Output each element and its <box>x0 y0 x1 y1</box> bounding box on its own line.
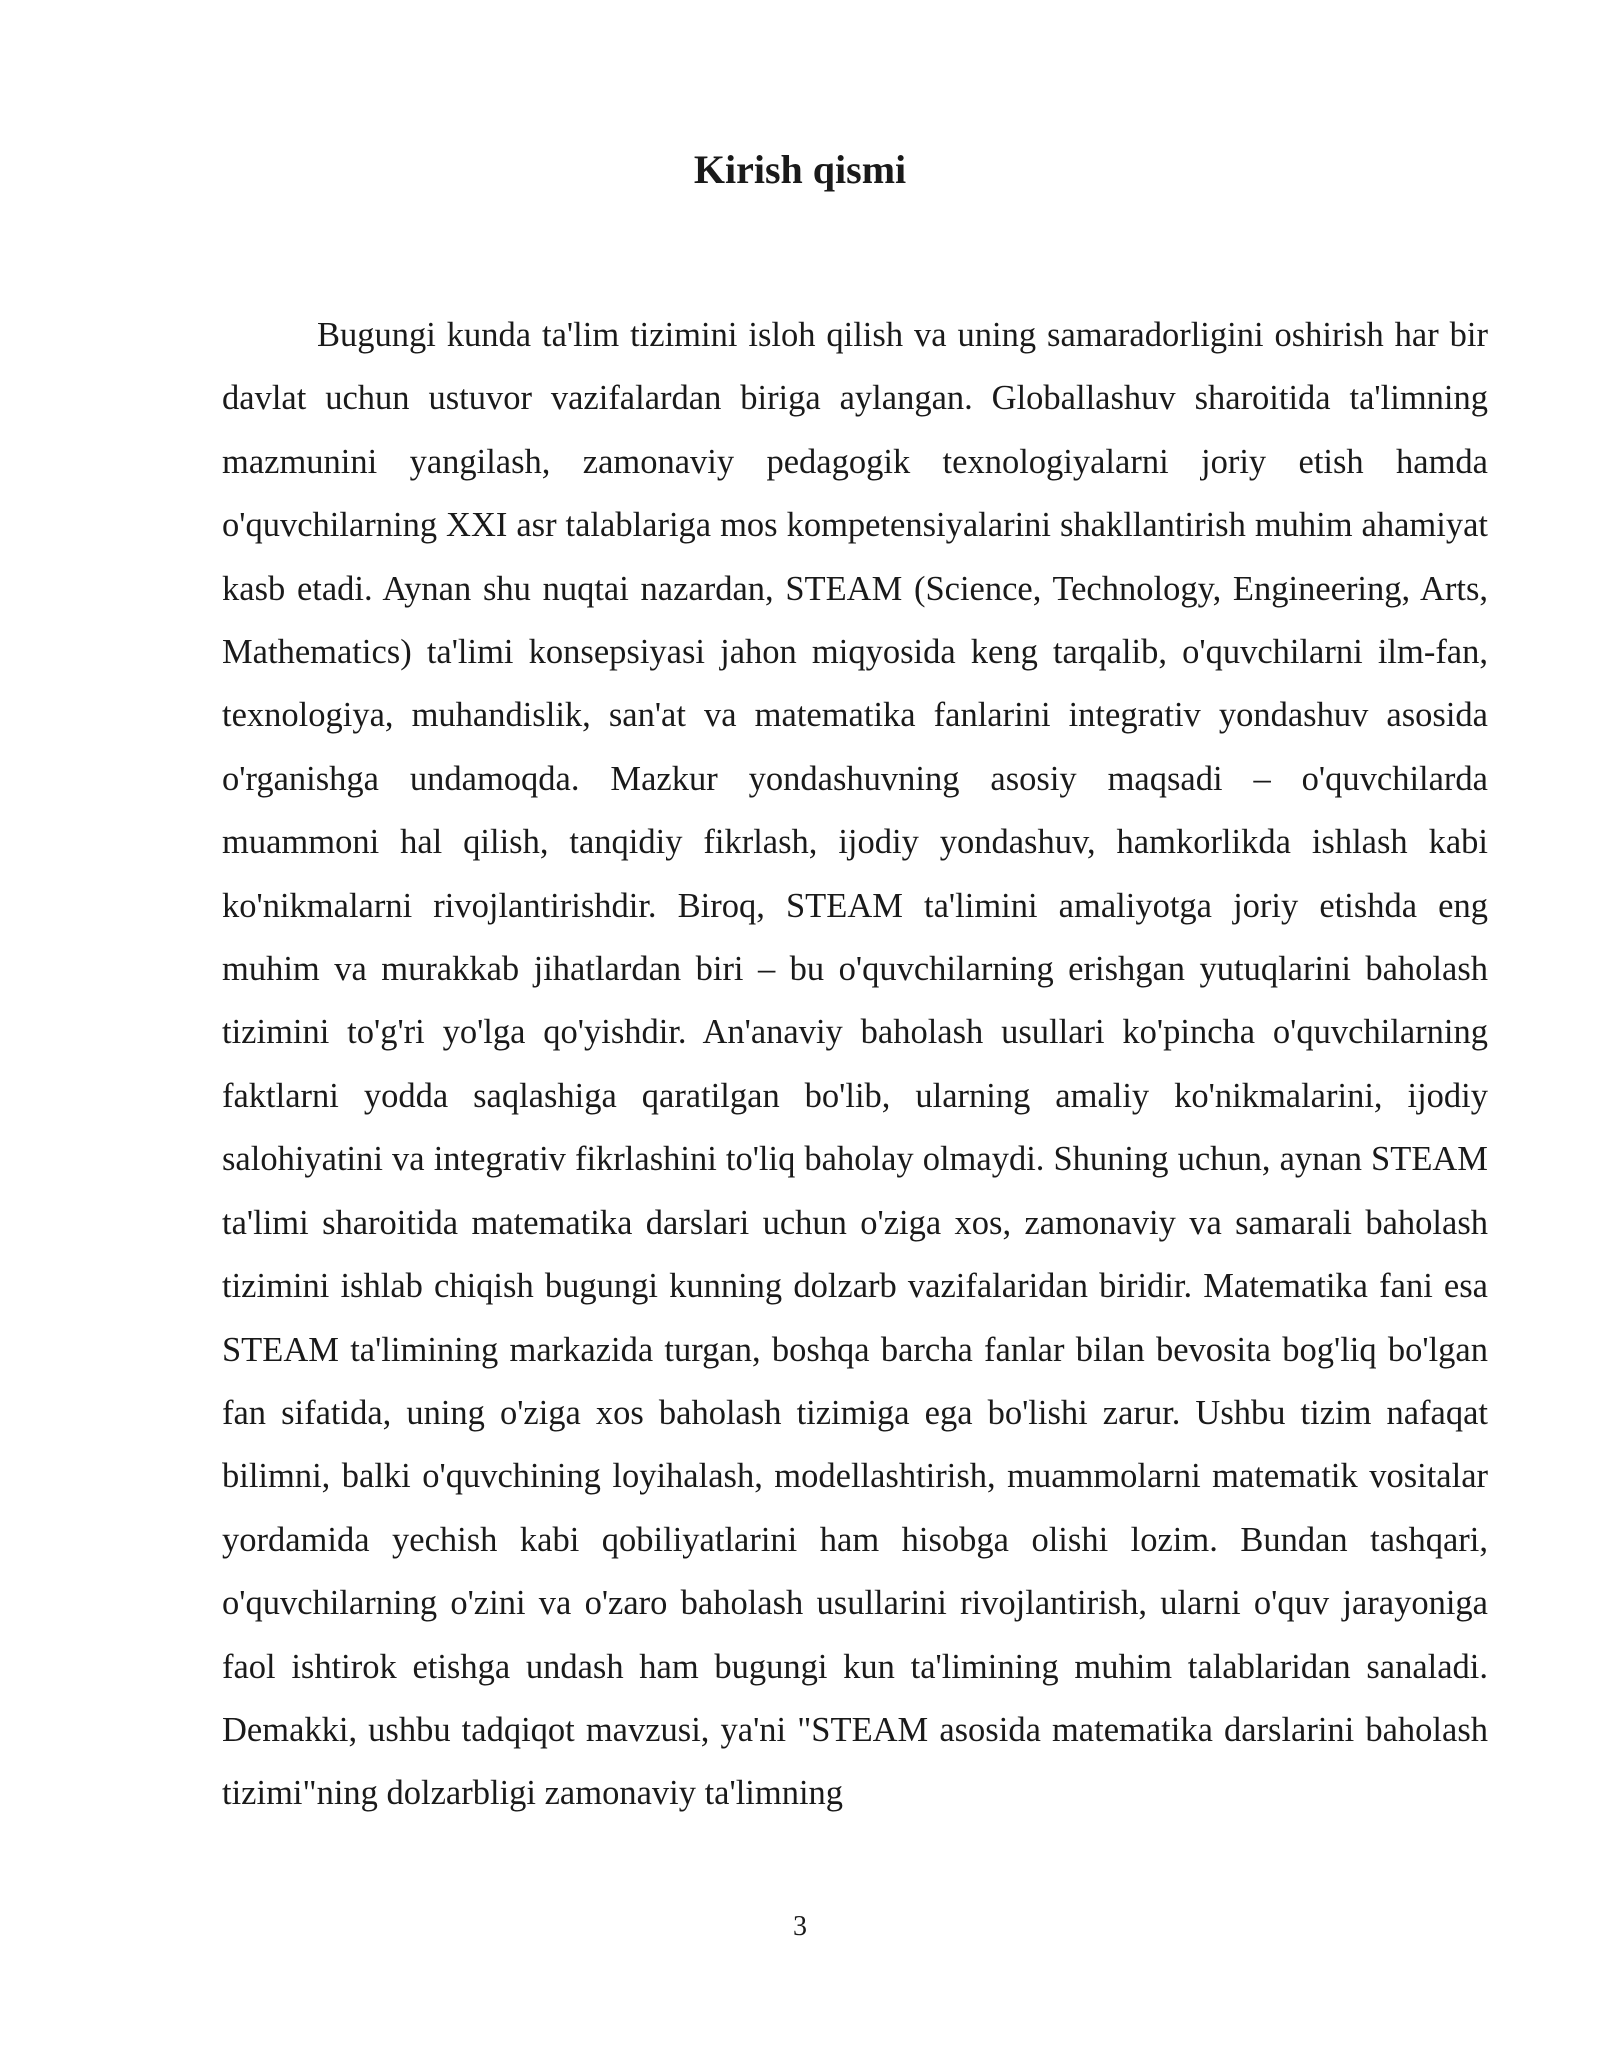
section-title: Kirish qismi <box>693 147 907 192</box>
page-number: 3 <box>793 1911 807 1942</box>
body-paragraph: Bugungi kunda ta'lim tizimini isloh qilish va uning samaradorligini oshirish har bir davlat uchun ustuvor vazifalardan biriga aylangan. Globallashuv sharoitida ta'limning mazmunini yangilash, zamonaviy pedagogik texnologiyalarni joriy etish hamda o'quvchilarning XXI asr talablariga mos kompetensiyalarini shakllantirish muhim ahamiyat kasb etadi. Aynan shu nuqtai nazardan, STEAM (Science, Technology, Engineering, Arts, Mathematics) ta'limi konsepsiyasi jahon miqyosida keng tarqalib, o'quvchilarni ilm-fan, texnologiya, muhandislik, san'at va matematika fanlarini integrativ yondashuv asosida o'rganishga undamoqda. Mazkur yondashuvning asosiy maqsadi – o'quvchilarda muammoni hal qilish, tanqidiy fikrlash, ijodiy yondashuv, hamkorlikda ishlash kabi ko'nikmalarni rivojlantirishdir. Biroq, STEAM ta'limini amaliyotga joriy etishda eng muhim va murakkab jihatlardan biri – bu o'quvchilarning erishgan yutuqlarini baholash tizimini to'g'ri yo'lga qo'yishdir. An'anaviy baholash usullari ko'pincha o'quvchilarning faktlarni yodda saqlashiga qaratilgan bo'lib, ularning amaliy ko'nikmalarini, ijodiy salohiyatini va integrativ fikrlashini to'liq baholay olmaydi. Shuning uchun, aynan STEAM ta'limi sharoitida matematika darslari uchun o'ziga xos, zamonaviy va samarali baholash tizimini ishlab chiqish bugungi kunning dolzarb vazifalaridan biridir. Matematika fani esa STEAM ta'limining markazida turgan, boshqa barcha fanlar bilan bevosita bog'liq bo'lgan fan sifatida, uning o'ziga xos baholash tizimiga ega bo'lishi zarur. Ushbu tizim nafaqat bilimni, balki o'quvchining loyihalash, modellashtirish, muammolarni matematik vositalar yordamida yechish kabi qobiliyatlarini ham hisobga olishi lozim. Bundan tashqari, o'quvchilarning o'zini va o'zaro baholash usullarini rivojlantirish, ularni o'quv jarayoniga faol ishtirok etishga undash ham bugungi kun ta'limining muhim talablaridan sanaladi. Demakki, ushbu tadqiqot mavzusi, ya'ni "STEAM asosida matematika darslarini baholash tizimi"ning dolzarbligi zamonaviy ta'limning <box>222 316 1488 1813</box>
